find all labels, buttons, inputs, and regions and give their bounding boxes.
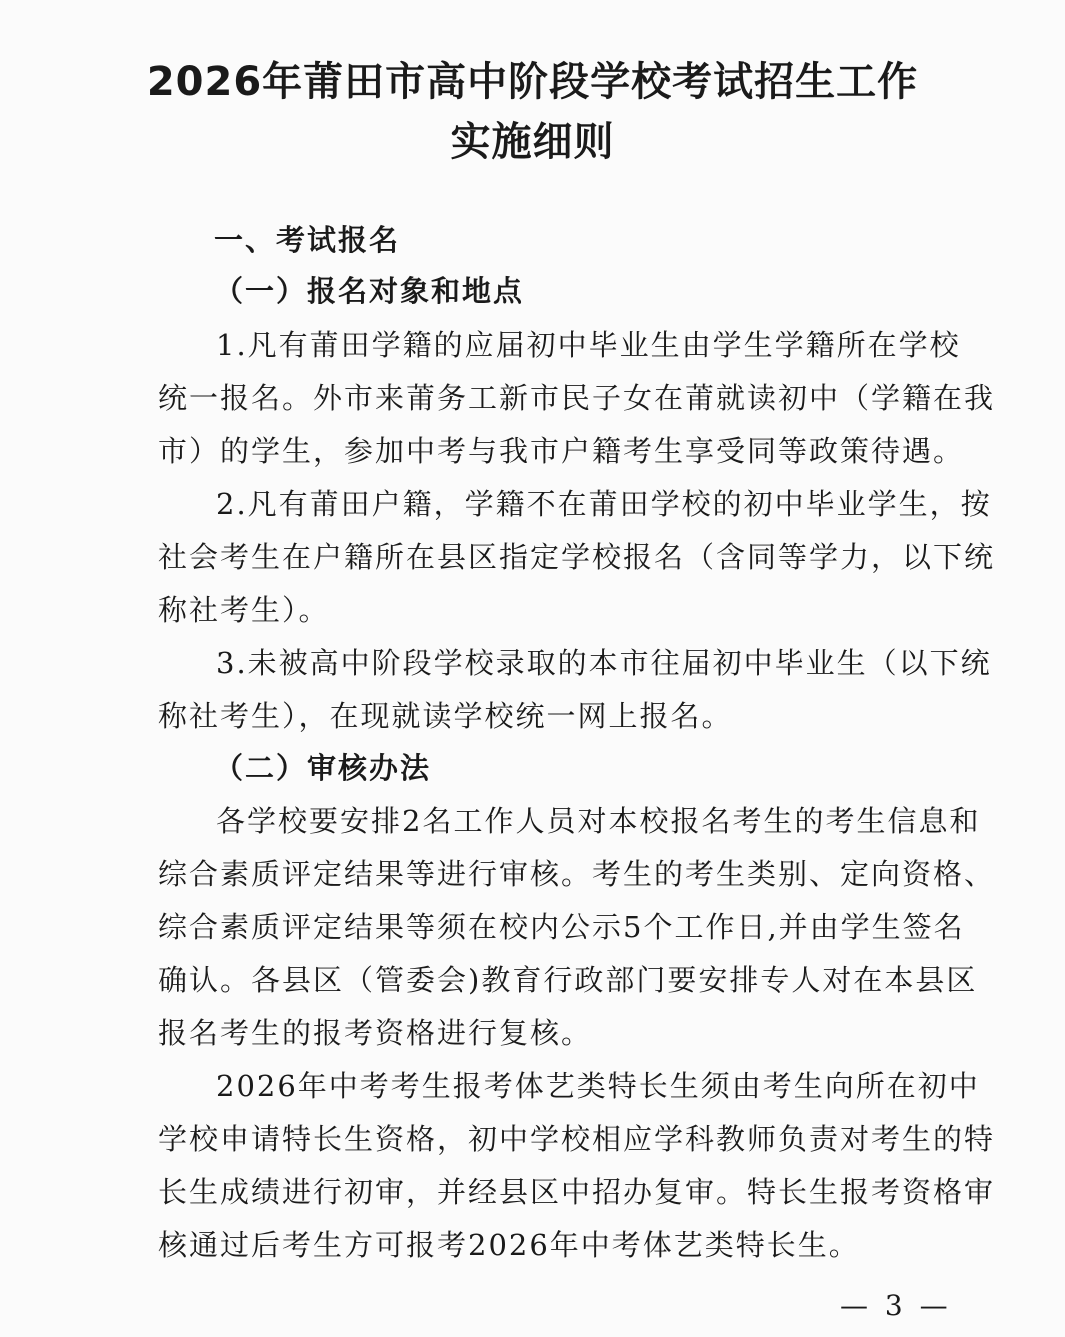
paragraph-line: 报名考生的报考资格进行复核。 bbox=[158, 1016, 593, 1050]
paragraph-line: 学校申请特长生资格，初中学校相应学科教师负责对考生的特 bbox=[158, 1122, 996, 1156]
paragraph-line: 综合素质评定结果等进行审核。考生的考生类别、定向资格、 bbox=[158, 857, 996, 891]
paragraph-line: 称社考生）。 bbox=[158, 593, 330, 627]
paragraph-line: 综合素质评定结果等须在校内公示5个工作日,并由学生签名 bbox=[158, 910, 965, 944]
page-number: — 3 — bbox=[840, 1289, 952, 1322]
paragraph-line: 3.未被高中阶段学校录取的本市往届初中毕业生（以下统 bbox=[216, 646, 992, 680]
paragraph-line: 确认。各县区（管委会)教育行政部门要安排专人对在本县区 bbox=[158, 963, 978, 997]
paragraph-line: 2026年中考考生报考体艺类特长生须由考生向所在初中 bbox=[216, 1069, 980, 1103]
document-title-line1: 2026年莆田市高中阶段学校考试招生工作 bbox=[146, 59, 919, 105]
section-heading-registration: 一、考试报名 bbox=[214, 223, 401, 257]
paragraph-line: 市）的学生，参加中考与我市户籍考生享受同等政策待遇。 bbox=[158, 434, 965, 468]
subsection-heading-targets-locations: （一）报名对象和地点 bbox=[214, 274, 525, 308]
paragraph-line: 2.凡有莆田户籍，学籍不在莆田学校的初中毕业学生，按 bbox=[216, 487, 992, 521]
paragraph-line: 核通过后考生方可报考2026年中考体艺类特长生。 bbox=[158, 1228, 860, 1262]
paragraph-line: 1.凡有莆田学籍的应届初中毕业生由学生学籍所在学校 bbox=[216, 328, 961, 362]
document-title-line2: 实施细则 bbox=[450, 119, 615, 165]
subsection-heading-review-method: （二）审核办法 bbox=[214, 751, 432, 785]
paragraph-line: 各学校要安排2名工作人员对本校报名考生的考生信息和 bbox=[216, 804, 981, 838]
paragraph-line: 社会考生在户籍所在县区指定学校报名（含同等学力，以下统 bbox=[158, 540, 996, 574]
paragraph-line: 长生成绩进行初审，并经县区中招办复审。特长生报考资格审 bbox=[158, 1175, 996, 1209]
paragraph-line: 称社考生），在现就读学校统一网上报名。 bbox=[158, 699, 733, 733]
paragraph-line: 统一报名。外市来莆务工新市民子女在莆就读初中（学籍在我 bbox=[158, 381, 996, 415]
